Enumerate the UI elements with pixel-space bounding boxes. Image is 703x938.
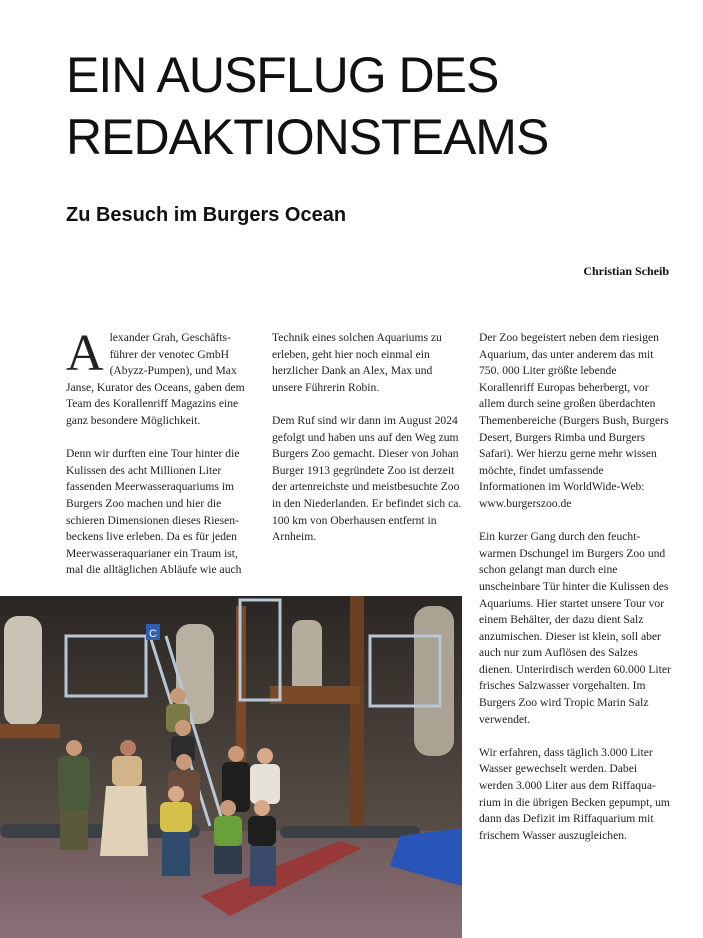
paragraph: [66, 325, 254, 430]
drop-cap: A: [66, 325, 104, 382]
paragraph: Der Zoo begeistert neben dem riesigen Aquarium, das unter anderem das mit 750. 000 Liter größte lebende Korallenriff Europas beherbergt, vor allem durch seine großen überdachten Themenbereiche (Burgers Bush, Burgers Desert, Burgers Rimba und Burgers Safari). Wer hierzu gerne mehr wissen möchte, findet umfassende Informationen im WorldWide-Web: www.burgerszoo.de: [479, 331, 669, 510]
article-subtitle: Zu Besuch im Burgers Ocean: [66, 204, 347, 226]
group-photo: [0, 596, 462, 938]
text-column-2: [272, 330, 462, 562]
paragraph: Dem Ruf sind wir dann im August 2024 gefolgt und haben uns auf den Weg zum Burgers Zoo gemacht. Dieser von Johan Burger 1913 gegründete Zoo ist derzeit der artenreichste und meistbesuchte Zoo in den Niederlanden. Er befindet sich ca. 100 km von Oberhausen entfernt in Arnheim.: [272, 413, 462, 544]
article-title: EIN AUSFLUG DES REDAKTIONSTEAMS: [66, 47, 549, 165]
author-name: Christian Scheib: [583, 264, 669, 278]
photo-sign-label: C: [149, 628, 157, 640]
text-column-3: [479, 330, 671, 861]
paragraph-text: lexander Grah, Geschäftsführer der venotec GmbH (Abyzz-Pumpen), und Max Janse, Kurator des Oceans, gaben dem Team des Korallenriff Magazins eine ganz besondere Möglichkeit.: [66, 331, 245, 427]
group-photo-illustration: [0, 596, 462, 938]
paragraph: Denn wir durften eine Tour hinter die Kulissen des acht Millionen Liter fassenden Meerwasseraquariums im Burgers Zoo machen und hier die schieren Dimensionen dieses Riesenbeckens live erleben. Da es für jeden Meerwasseraquarianer ein Traum ist, mal die alltäglichen Abläufe wie auch: [66, 447, 242, 577]
paragraph: Technik eines solchen Aquariums zu erleben, geht hier noch einmal ein herzlicher Dank an Alex, Max und unsere Führerin Robin.: [272, 331, 442, 394]
paragraph: Wir erfahren, dass täglich 3.000 Liter Wasser gewechselt werden. Dabei werden 3.000 Liter aus dem Riffaquarium in die übrigen Becken gepumpt, um dann das Defizit im Riffaquarium mit frischem Wasser auszugleichen.: [479, 745, 670, 842]
text-column-1: [66, 325, 254, 596]
paragraph: Ein kurzer Gang durch den feuchtwarmen Dschungel im Burgers Zoo und schon gelangt man durch eine unscheinbare Tür hinter die Kulissen des Aquariums. Hier startet unsere Tour vor einem Behälter, der dazu dient Salz anzumischen. Dieser ist klein, soll aber auch nur zum Auflösen des Salzes dienen. Unterirdisch werden 60.000 Liter frisches Salzwasser vorgehalten. Im Burgers Zoo wird Tropic Marin Salz verwendet.: [479, 530, 671, 726]
